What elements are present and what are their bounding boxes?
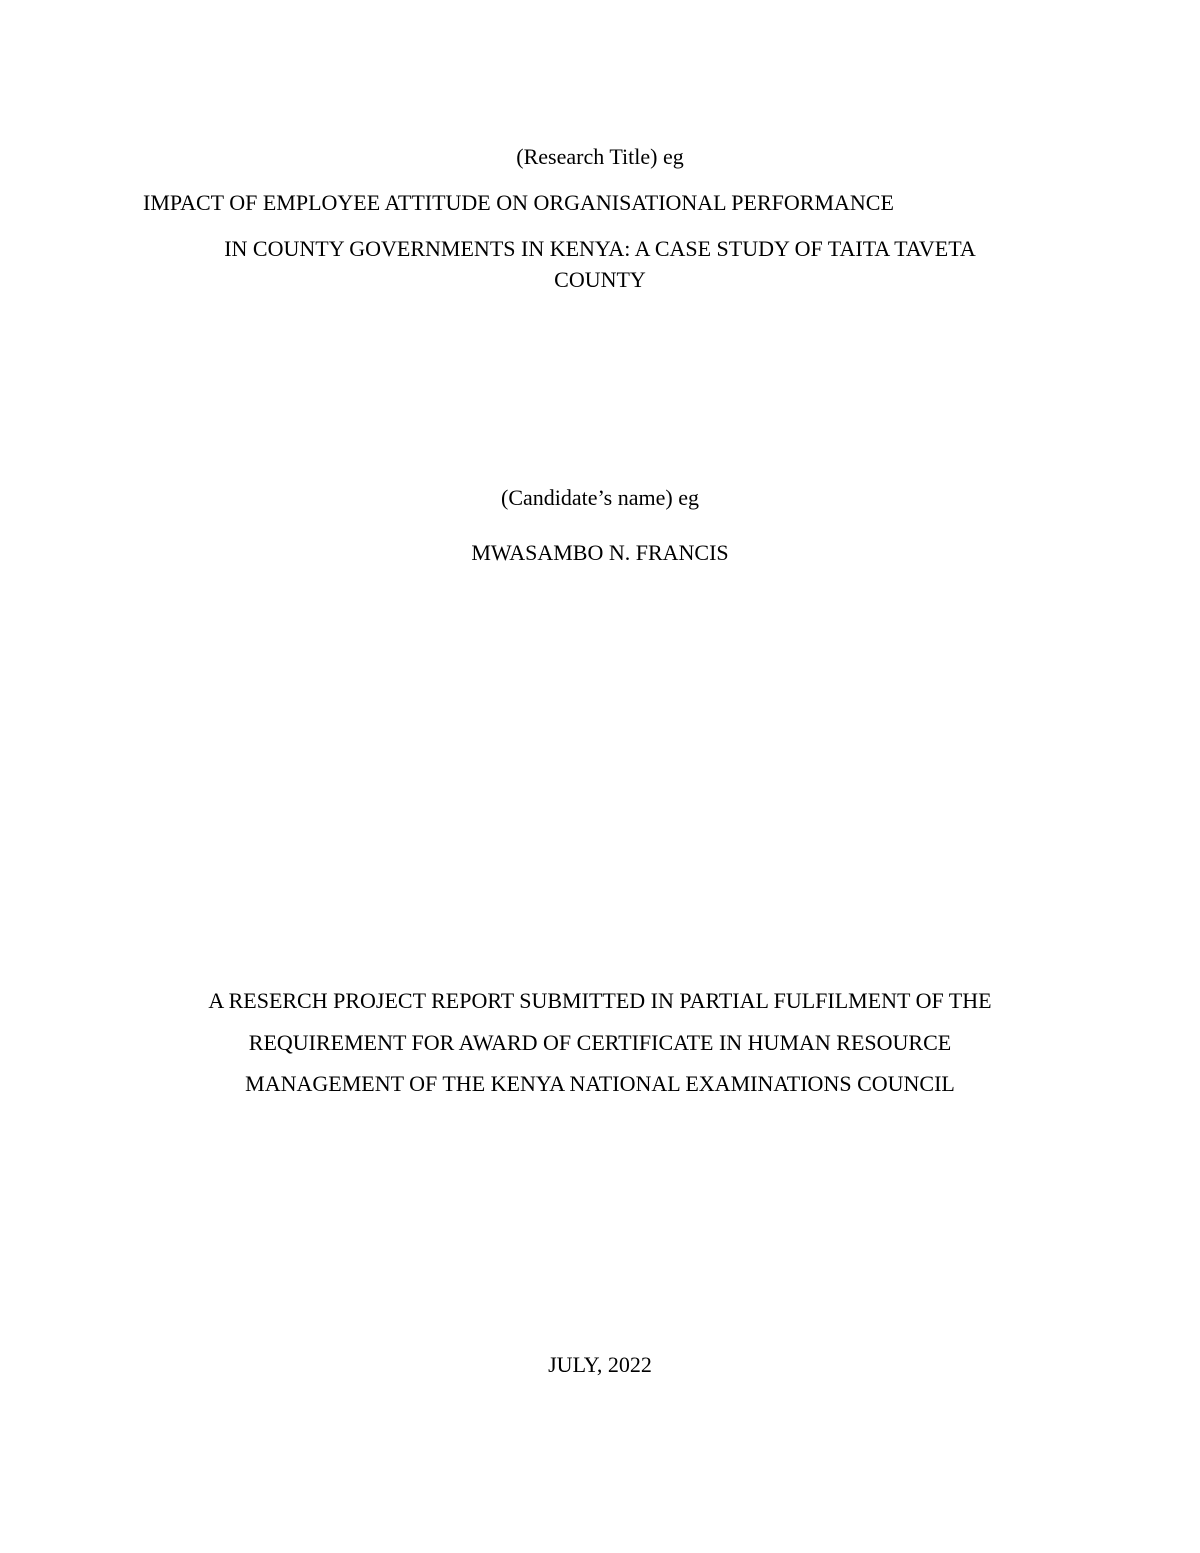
candidate-name-label: (Candidate’s name) eg <box>501 485 699 510</box>
submission-statement-line-2: REQUIREMENT FOR AWARD OF CERTIFICATE IN HUMAN RESOURCE <box>248 1030 952 1055</box>
research-title-line-2: IN COUNTY GOVERNMENTS IN KENYA: A CASE STUDY OF TAITA TAVETA <box>224 236 976 261</box>
research-title-line-3: COUNTY <box>554 267 646 292</box>
candidate-name: MWASAMBO N. FRANCIS <box>471 540 729 565</box>
submission-statement-line-1: A RESERCH PROJECT REPORT SUBMITTED IN PARTIAL FULFILMENT OF THE <box>208 988 992 1013</box>
research-title-label: (Research Title) eg <box>516 144 684 169</box>
research-title-line-1: IMPACT OF EMPLOYEE ATTITUDE ON ORGANISATIONAL PERFORMANCE <box>143 190 894 215</box>
submission-statement-line-3: MANAGEMENT OF THE KENYA NATIONAL EXAMINATIONS COUNCIL <box>245 1071 955 1096</box>
submission-date: JULY, 2022 <box>548 1352 652 1377</box>
